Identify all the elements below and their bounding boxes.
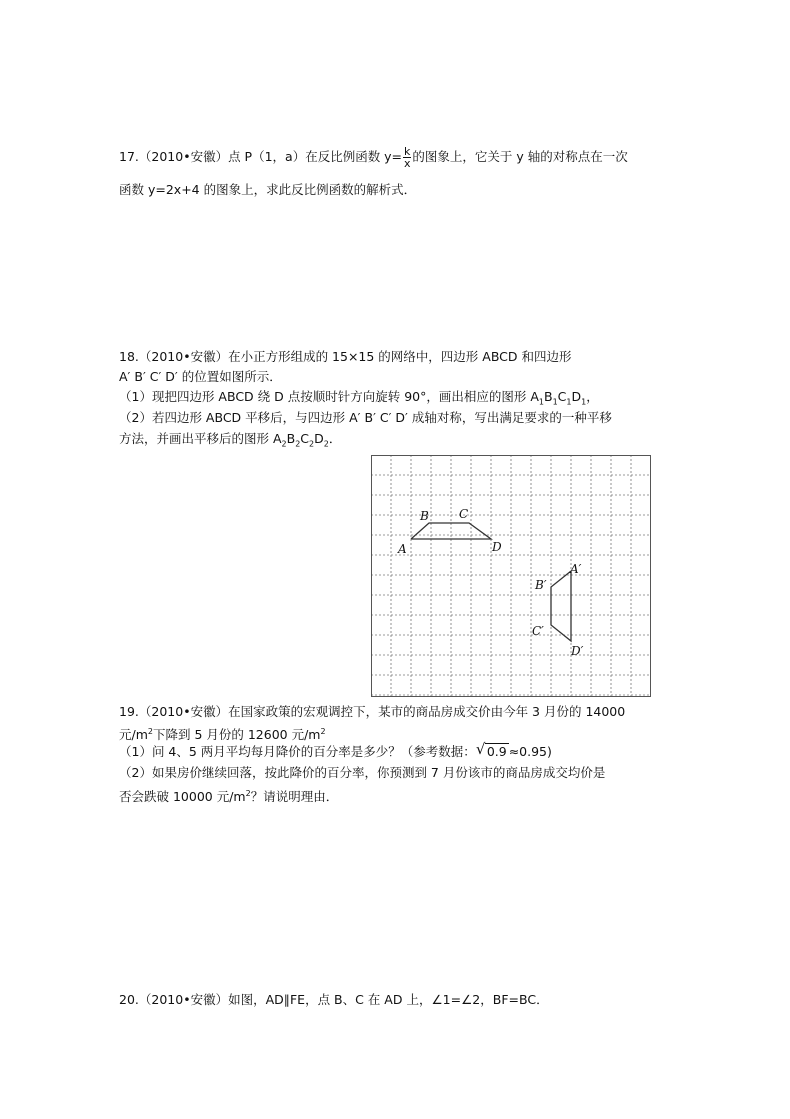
q18-part1-text: （1）现把四边形 ABCD 绕 D 点按顺时针方向旋转 90°，画出相应的图形 A	[119, 389, 539, 404]
q17-line2: 函数 y=2x+4 的图象上，求此反比例函数的解析式．	[119, 182, 417, 197]
q18-part1-sub-c: 1	[566, 397, 572, 407]
q18-part2-c: C	[300, 431, 310, 446]
q18-part2-d: D	[314, 431, 324, 446]
label-c: C	[459, 507, 469, 521]
q17-line1	[119, 146, 628, 169]
q17-text-b: 的图象上，它关于 y 轴的对称点在一次	[412, 149, 628, 164]
q17-frac-den: x	[403, 157, 411, 170]
q19-line1: 19.（2010•安徽）在国家政策的宏观调控下，某市的商品房成交价由今年 3 月份的 14000	[119, 704, 626, 719]
label-a: A	[398, 542, 407, 556]
label-d-prime: D′	[571, 644, 584, 658]
q18-part1-sub-a: 1	[538, 397, 544, 407]
q19-line2-b: 下降到 5 月份的 12600 元/m	[152, 727, 321, 743]
q18-part1-sub-d: 1	[581, 397, 587, 407]
q19-part2-sup: 2	[245, 789, 251, 798]
sqrt-argument: 0.9	[486, 744, 507, 759]
q18-part1	[119, 388, 599, 412]
q19-part2-line1: （2）如果房价继续回落，按此降价的百分率，你预测到 7 月份该市的商品房成交均价是	[119, 765, 606, 780]
q18-part1-sub-b: 1	[552, 397, 558, 407]
q19-part1-text: （1）问 4、5 两月平均每月降价的百分率是多少？（参考数据：	[119, 744, 476, 759]
q18-part2-line1: （2）若四边形 ABCD 平移后，与四边形 A′ B′ C′ D′ 成轴对称，写出满足要求的一种平移	[119, 410, 612, 425]
q18-grid-figure	[371, 455, 651, 697]
q17-fraction	[403, 146, 411, 169]
label-b-prime: B′	[535, 578, 547, 592]
q19-line2-sup-a: 2	[147, 727, 153, 736]
q18-part2-sub-b: 2	[295, 439, 301, 449]
sqrt-expression	[475, 740, 509, 761]
grid-lines	[371, 455, 651, 697]
q17-text-a: 17.（2010•安徽）点 P（1，a）在反比例函数 y=	[119, 149, 403, 164]
q19-part2-a: 否会跌破 10000 元/m	[119, 789, 246, 805]
q17-frac-num: k	[404, 145, 411, 158]
q18-part2-sub-a: 2	[281, 439, 287, 449]
q18-part2-line2	[119, 430, 341, 454]
q18-part1-end: ，	[586, 389, 599, 404]
label-a-prime: A′	[570, 562, 582, 576]
label-c-prime: C′	[532, 624, 544, 638]
q18-part2-sub-d: 2	[323, 439, 329, 449]
label-b: B	[420, 509, 429, 523]
q18-part1-d: D	[571, 389, 582, 404]
q18-part1-c: C	[557, 389, 567, 404]
q20-line1: 20.（2010•安徽）如图，AD∥FE，点 B、C 在 AD 上，∠1=∠2，BF=BC．	[119, 992, 549, 1007]
q19-part1	[119, 740, 552, 761]
q18-part2-end: ．	[328, 431, 342, 446]
q18-part2-sub-c: 2	[309, 439, 315, 449]
q18-part1-b: B	[543, 389, 553, 404]
q19-line2	[119, 723, 326, 744]
q19-part1-after: ≈0.95)	[508, 744, 552, 759]
q18-line1: 18.（2010•安徽）在小正方形组成的 15×15 的网络中，四边形 ABCD 和四边形	[119, 349, 572, 364]
q18-part2-text: 方法，并画出平移后的图形 A	[119, 431, 282, 446]
quad-a2b2c2d2	[551, 571, 571, 641]
q19-part2-line2	[119, 785, 338, 806]
q18-part2-b: B	[286, 431, 296, 446]
q19-line2-sup-b: 2	[320, 727, 326, 736]
q19-part2-b: ？请说明理由．	[250, 789, 339, 805]
q18-line2: A′ B′ C′ D′ 的位置如图所示．	[119, 369, 282, 384]
sqrt-sign: √	[475, 740, 486, 758]
label-d: D	[492, 540, 502, 554]
q19-line2-a: 元/m	[119, 727, 148, 743]
